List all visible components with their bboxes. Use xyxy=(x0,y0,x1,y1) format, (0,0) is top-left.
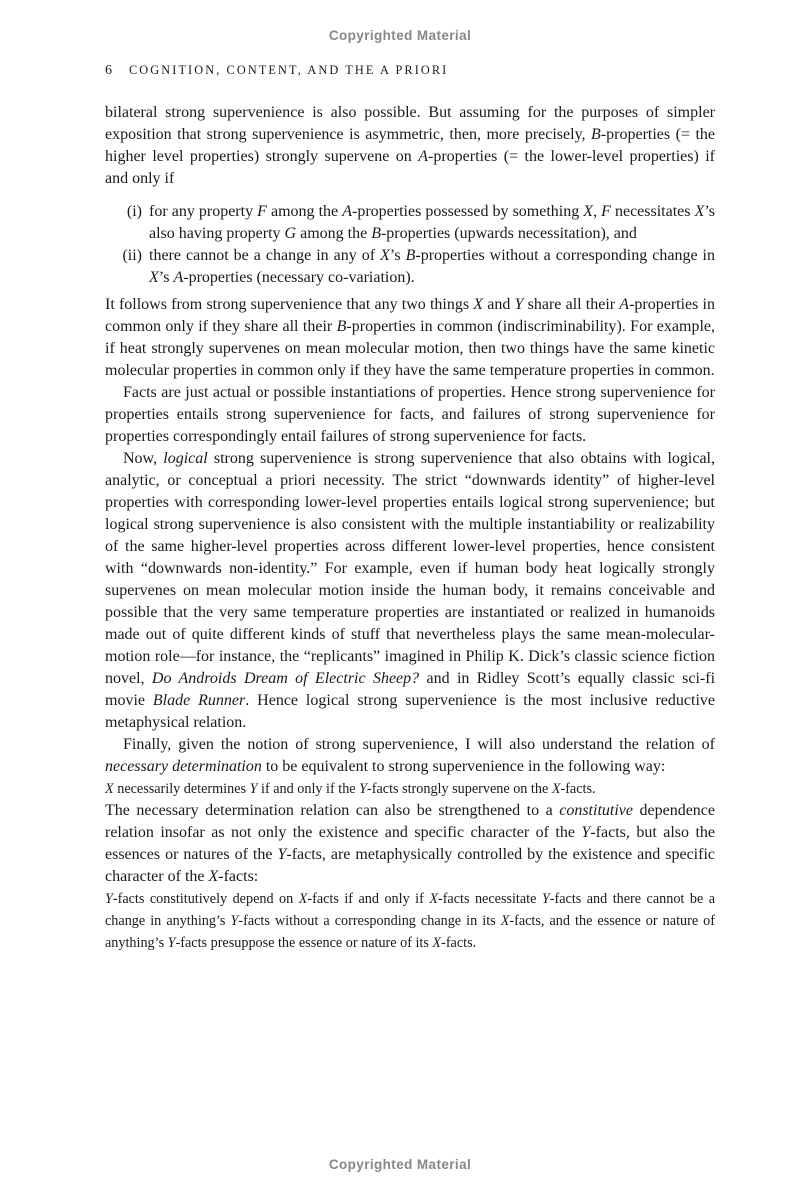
list-marker: (ii) xyxy=(122,247,142,264)
copyright-notice-top: Copyrighted Material xyxy=(328,28,472,43)
paragraph: The necessary determination relation can also be strengthened to a constitutive dependence relation insofar as not only the existence and specific character of the Y-facts, but also the essences or natures of the Y-facts, are metaphysically controlled by the existence and specific character of the X-facts: xyxy=(105,802,716,885)
list-item xyxy=(105,201,715,245)
paragraph: bilateral strong supervenience is also possible. But assuming for the purposes of simpler exposition that strong supervenience is asymmetric, then, more precisely, B-properties (= the higher level properties) strongly supervene on A-properties (= the lower-level properties) if and only if xyxy=(105,104,716,187)
paragraph: Finally, given the notion of strong supervenience, I will also understand the relation of necessary determination to be equivalent to strong supervenience in the following way: xyxy=(105,736,715,775)
list-marker: (i) xyxy=(126,203,142,220)
paragraph: Now, logical strong supervenience is strong supervenience that also obtains with logical, analytic, or conceptual a priori necessity. The strict “downwards identity” of higher-level properties with corresponding lower-level properties entails logical strong supervenience; but logical strong supervenience is also consistent with the multiple instantiability or realizability of the same higher-level properties across different lower-level properties, hence consistent with “downwards non-identity.” For example, even if human body heat logically strongly supervenes on mean molecular motion inside the human body, it remains conceivable and possible that the very same temperature properties are instantiated or realized in humanoids made out of quite different kinds of stuff that nevertheless plays the same mean-molecular-motion role—for instance, the “replicants” imagined in Philip K. Dick’s classic science fiction novel, Do Androids Dream of Electric Sheep? and in Ridley Scott’s equally classic sci-fi movie Blade Runner. Hence logical strong supervenience is the most inclusive reductive metaphysical relation. xyxy=(105,450,716,731)
block-quote: X necessarily determines Y if and only if the Y-facts strongly supervene on the X-facts. xyxy=(105,781,596,797)
numbered-list xyxy=(105,201,715,289)
running-head-title: COGNITION, CONTENT, AND THE A PRIORI xyxy=(129,63,449,77)
text-blocks xyxy=(105,102,715,954)
block-quote: Y-facts constitutively depend on X-facts if and only if X-facts necessitate Y-facts and there cannot be a change in anything’s Y-facts without a corresponding change in its X-facts, and the essence or nature of anything’s Y-facts presuppose the essence or nature of its X-facts. xyxy=(105,891,716,951)
paragraph: Facts are just actual or possible instantiations of properties. Hence strong supervenience for properties entails strong supervenience for facts, and failures of strong supervenience for properties correspondingly entail failures of strong supervenience for facts. xyxy=(105,384,715,445)
paragraph: It follows from strong supervenience that any two things X and Y share all their A-properties in common only if they share all their B-properties in common (indiscriminability). For example, if heat strongly supervenes on mean molecular motion, then two things have the same kinetic molecular properties in common only if they have the same temperature properties in common. xyxy=(105,296,716,379)
list-item-text: for any property F among the A-properties possessed by something X, F necessitates X’s also having property G among the B-properties (upwards necessitation), and xyxy=(149,203,716,242)
copyright-notice-bottom: Copyrighted Material xyxy=(328,1157,472,1172)
list-item xyxy=(105,245,715,289)
list-item-text: there cannot be a change in any of X’s B-properties without a corresponding change in X’s A-properties (necessary co-variation). xyxy=(149,247,715,286)
page-number: 6 xyxy=(105,63,112,78)
running-head xyxy=(105,62,715,79)
